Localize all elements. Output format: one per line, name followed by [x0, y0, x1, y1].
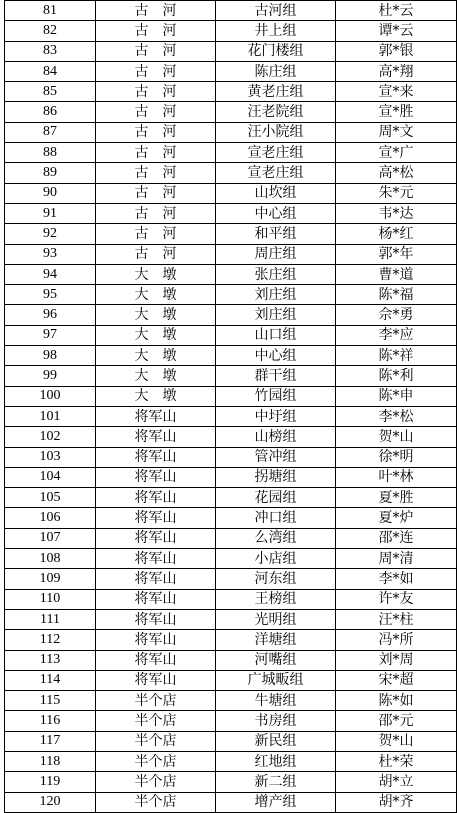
person-name-cell: 邵*连	[336, 528, 457, 548]
group-cell: 书房组	[216, 711, 336, 731]
person-name-cell: 宣*广	[336, 143, 457, 163]
group-cell: 山榜组	[216, 427, 336, 447]
row-number-cell: 115	[5, 691, 96, 711]
group-cell: 黄老庄组	[216, 82, 336, 102]
roster-table	[4, 0, 457, 813]
row-number-cell: 101	[5, 406, 96, 426]
group-cell: 古河组	[216, 1, 336, 21]
table-row	[5, 528, 457, 548]
table-row	[5, 406, 457, 426]
group-cell: 群干组	[216, 366, 336, 386]
village-cell: 大 墩	[96, 366, 216, 386]
group-cell: 小店组	[216, 549, 336, 569]
table-row	[5, 467, 457, 487]
table-row	[5, 122, 457, 142]
group-cell: 光明组	[216, 609, 336, 629]
person-name-cell: 宣*胜	[336, 102, 457, 122]
person-name-cell: 杜*荣	[336, 751, 457, 771]
row-number-cell: 120	[5, 792, 96, 812]
table-row	[5, 589, 457, 609]
village-cell: 大 墩	[96, 346, 216, 366]
table-row	[5, 1, 457, 21]
group-cell: 河嘴组	[216, 650, 336, 670]
row-number-cell: 83	[5, 41, 96, 61]
village-cell: 大 墩	[96, 305, 216, 325]
village-cell: 将军山	[96, 467, 216, 487]
group-cell: 王榜组	[216, 589, 336, 609]
row-number-cell: 95	[5, 285, 96, 305]
person-name-cell: 杨*红	[336, 224, 457, 244]
group-cell: 宣老庄组	[216, 163, 336, 183]
table-row	[5, 264, 457, 284]
village-cell: 半个店	[96, 691, 216, 711]
row-number-cell: 99	[5, 366, 96, 386]
village-cell: 古 河	[96, 143, 216, 163]
village-cell: 古 河	[96, 203, 216, 223]
table-row	[5, 224, 457, 244]
group-cell: 拐塘组	[216, 467, 336, 487]
group-cell: 冲口组	[216, 508, 336, 528]
village-cell: 将军山	[96, 508, 216, 528]
village-cell: 古 河	[96, 224, 216, 244]
village-cell: 古 河	[96, 82, 216, 102]
row-number-cell: 84	[5, 61, 96, 81]
group-cell: 刘庄组	[216, 305, 336, 325]
row-number-cell: 114	[5, 670, 96, 690]
person-name-cell: 刘*周	[336, 650, 457, 670]
row-number-cell: 119	[5, 772, 96, 792]
row-number-cell: 89	[5, 163, 96, 183]
person-name-cell: 贺*山	[336, 731, 457, 751]
table-row	[5, 285, 457, 305]
village-cell: 将军山	[96, 406, 216, 426]
person-name-cell: 佘*勇	[336, 305, 457, 325]
row-number-cell: 100	[5, 386, 96, 406]
village-cell: 将军山	[96, 630, 216, 650]
village-cell: 半个店	[96, 792, 216, 812]
village-cell: 将军山	[96, 670, 216, 690]
village-cell: 半个店	[96, 772, 216, 792]
village-cell: 古 河	[96, 163, 216, 183]
table-row	[5, 325, 457, 345]
village-cell: 古 河	[96, 1, 216, 21]
row-number-cell: 97	[5, 325, 96, 345]
person-name-cell: 宋*超	[336, 670, 457, 690]
person-name-cell: 朱*元	[336, 183, 457, 203]
village-cell: 将军山	[96, 609, 216, 629]
table-row	[5, 183, 457, 203]
group-cell: 管冲组	[216, 447, 336, 467]
village-cell: 古 河	[96, 183, 216, 203]
row-number-cell: 94	[5, 264, 96, 284]
group-cell: 红地组	[216, 751, 336, 771]
person-name-cell: 高*翔	[336, 61, 457, 81]
group-cell: 中心组	[216, 346, 336, 366]
row-number-cell: 96	[5, 305, 96, 325]
village-cell: 半个店	[96, 751, 216, 771]
table-row	[5, 41, 457, 61]
group-cell: 张庄组	[216, 264, 336, 284]
person-name-cell: 徐*明	[336, 447, 457, 467]
table-row	[5, 203, 457, 223]
village-cell: 大 墩	[96, 264, 216, 284]
village-cell: 古 河	[96, 61, 216, 81]
row-number-cell: 112	[5, 630, 96, 650]
table-row	[5, 427, 457, 447]
row-number-cell: 87	[5, 122, 96, 142]
table-row	[5, 163, 457, 183]
table-row	[5, 82, 457, 102]
table-row	[5, 488, 457, 508]
group-cell: 增产组	[216, 792, 336, 812]
person-name-cell: 陈*福	[336, 285, 457, 305]
row-number-cell: 118	[5, 751, 96, 771]
table-row	[5, 569, 457, 589]
table-row	[5, 447, 457, 467]
table-row	[5, 792, 457, 812]
village-cell: 将军山	[96, 427, 216, 447]
person-name-cell: 杜*云	[336, 1, 457, 21]
person-name-cell: 周*清	[336, 549, 457, 569]
group-cell: 河东组	[216, 569, 336, 589]
group-cell: 竹园组	[216, 386, 336, 406]
person-name-cell: 夏*胜	[336, 488, 457, 508]
person-name-cell: 贺*山	[336, 427, 457, 447]
person-name-cell: 叶*林	[336, 467, 457, 487]
table-row	[5, 244, 457, 264]
table-row	[5, 366, 457, 386]
group-cell: 山口组	[216, 325, 336, 345]
person-name-cell: 邵*元	[336, 711, 457, 731]
person-name-cell: 韦*达	[336, 203, 457, 223]
village-cell: 大 墩	[96, 325, 216, 345]
village-cell: 将军山	[96, 549, 216, 569]
row-number-cell: 106	[5, 508, 96, 528]
person-name-cell: 周*文	[336, 122, 457, 142]
table-row	[5, 731, 457, 751]
group-cell: 汪小院组	[216, 122, 336, 142]
group-cell: 中圩组	[216, 406, 336, 426]
table-row	[5, 61, 457, 81]
person-name-cell: 李*应	[336, 325, 457, 345]
row-number-cell: 86	[5, 102, 96, 122]
group-cell: 山坎组	[216, 183, 336, 203]
row-number-cell: 82	[5, 21, 96, 41]
person-name-cell: 许*友	[336, 589, 457, 609]
row-number-cell: 88	[5, 143, 96, 163]
group-cell: 牛塘组	[216, 691, 336, 711]
row-number-cell: 117	[5, 731, 96, 751]
group-cell: 陈庄组	[216, 61, 336, 81]
village-cell: 古 河	[96, 122, 216, 142]
group-cell: 汪老院组	[216, 102, 336, 122]
village-cell: 大 墩	[96, 386, 216, 406]
person-name-cell: 谭*云	[336, 21, 457, 41]
row-number-cell: 91	[5, 203, 96, 223]
row-number-cell: 81	[5, 1, 96, 21]
person-name-cell: 陈*申	[336, 386, 457, 406]
table-row	[5, 143, 457, 163]
table-row	[5, 650, 457, 670]
village-cell: 将军山	[96, 650, 216, 670]
group-cell: 刘庄组	[216, 285, 336, 305]
person-name-cell: 陈*利	[336, 366, 457, 386]
village-cell: 半个店	[96, 731, 216, 751]
village-cell: 半个店	[96, 711, 216, 731]
person-name-cell: 陈*祥	[336, 346, 457, 366]
village-cell: 将军山	[96, 488, 216, 508]
group-cell: 广城畈组	[216, 670, 336, 690]
row-number-cell: 109	[5, 569, 96, 589]
group-cell: 周庄组	[216, 244, 336, 264]
person-name-cell: 陈*如	[336, 691, 457, 711]
person-name-cell: 胡*立	[336, 772, 457, 792]
table-row	[5, 549, 457, 569]
row-number-cell: 108	[5, 549, 96, 569]
table-row	[5, 386, 457, 406]
village-cell: 将军山	[96, 569, 216, 589]
table-row	[5, 630, 457, 650]
row-number-cell: 110	[5, 589, 96, 609]
row-number-cell: 104	[5, 467, 96, 487]
row-number-cell: 98	[5, 346, 96, 366]
person-name-cell: 曹*道	[336, 264, 457, 284]
table-row	[5, 508, 457, 528]
row-number-cell: 85	[5, 82, 96, 102]
roster-table-body	[5, 1, 457, 813]
group-cell: 花门楼组	[216, 41, 336, 61]
group-cell: 花园组	[216, 488, 336, 508]
village-cell: 古 河	[96, 244, 216, 264]
row-number-cell: 93	[5, 244, 96, 264]
village-cell: 将军山	[96, 589, 216, 609]
group-cell: 和平组	[216, 224, 336, 244]
row-number-cell: 107	[5, 528, 96, 548]
group-cell: 么湾组	[216, 528, 336, 548]
row-number-cell: 90	[5, 183, 96, 203]
table-row	[5, 772, 457, 792]
person-name-cell: 高*松	[336, 163, 457, 183]
group-cell: 宣老庄组	[216, 143, 336, 163]
row-number-cell: 113	[5, 650, 96, 670]
village-cell: 将军山	[96, 528, 216, 548]
group-cell: 洋塘组	[216, 630, 336, 650]
village-cell: 古 河	[96, 41, 216, 61]
group-cell: 新二组	[216, 772, 336, 792]
row-number-cell: 116	[5, 711, 96, 731]
row-number-cell: 103	[5, 447, 96, 467]
person-name-cell: 汪*柱	[336, 609, 457, 629]
person-name-cell: 李*松	[336, 406, 457, 426]
table-row	[5, 751, 457, 771]
person-name-cell: 冯*所	[336, 630, 457, 650]
village-cell: 古 河	[96, 21, 216, 41]
village-cell: 古 河	[96, 102, 216, 122]
row-number-cell: 102	[5, 427, 96, 447]
village-cell: 将军山	[96, 447, 216, 467]
village-cell: 大 墩	[96, 285, 216, 305]
person-name-cell: 宣*来	[336, 82, 457, 102]
person-name-cell: 李*如	[336, 569, 457, 589]
table-row	[5, 609, 457, 629]
table-row	[5, 102, 457, 122]
table-row	[5, 21, 457, 41]
row-number-cell: 105	[5, 488, 96, 508]
table-row	[5, 305, 457, 325]
table-row	[5, 346, 457, 366]
group-cell: 井上组	[216, 21, 336, 41]
row-number-cell: 111	[5, 609, 96, 629]
person-name-cell: 郭*银	[336, 41, 457, 61]
table-row	[5, 711, 457, 731]
group-cell: 中心组	[216, 203, 336, 223]
person-name-cell: 夏*炉	[336, 508, 457, 528]
person-name-cell: 郭*年	[336, 244, 457, 264]
table-row	[5, 670, 457, 690]
table-row	[5, 691, 457, 711]
person-name-cell: 胡*齐	[336, 792, 457, 812]
group-cell: 新民组	[216, 731, 336, 751]
row-number-cell: 92	[5, 224, 96, 244]
